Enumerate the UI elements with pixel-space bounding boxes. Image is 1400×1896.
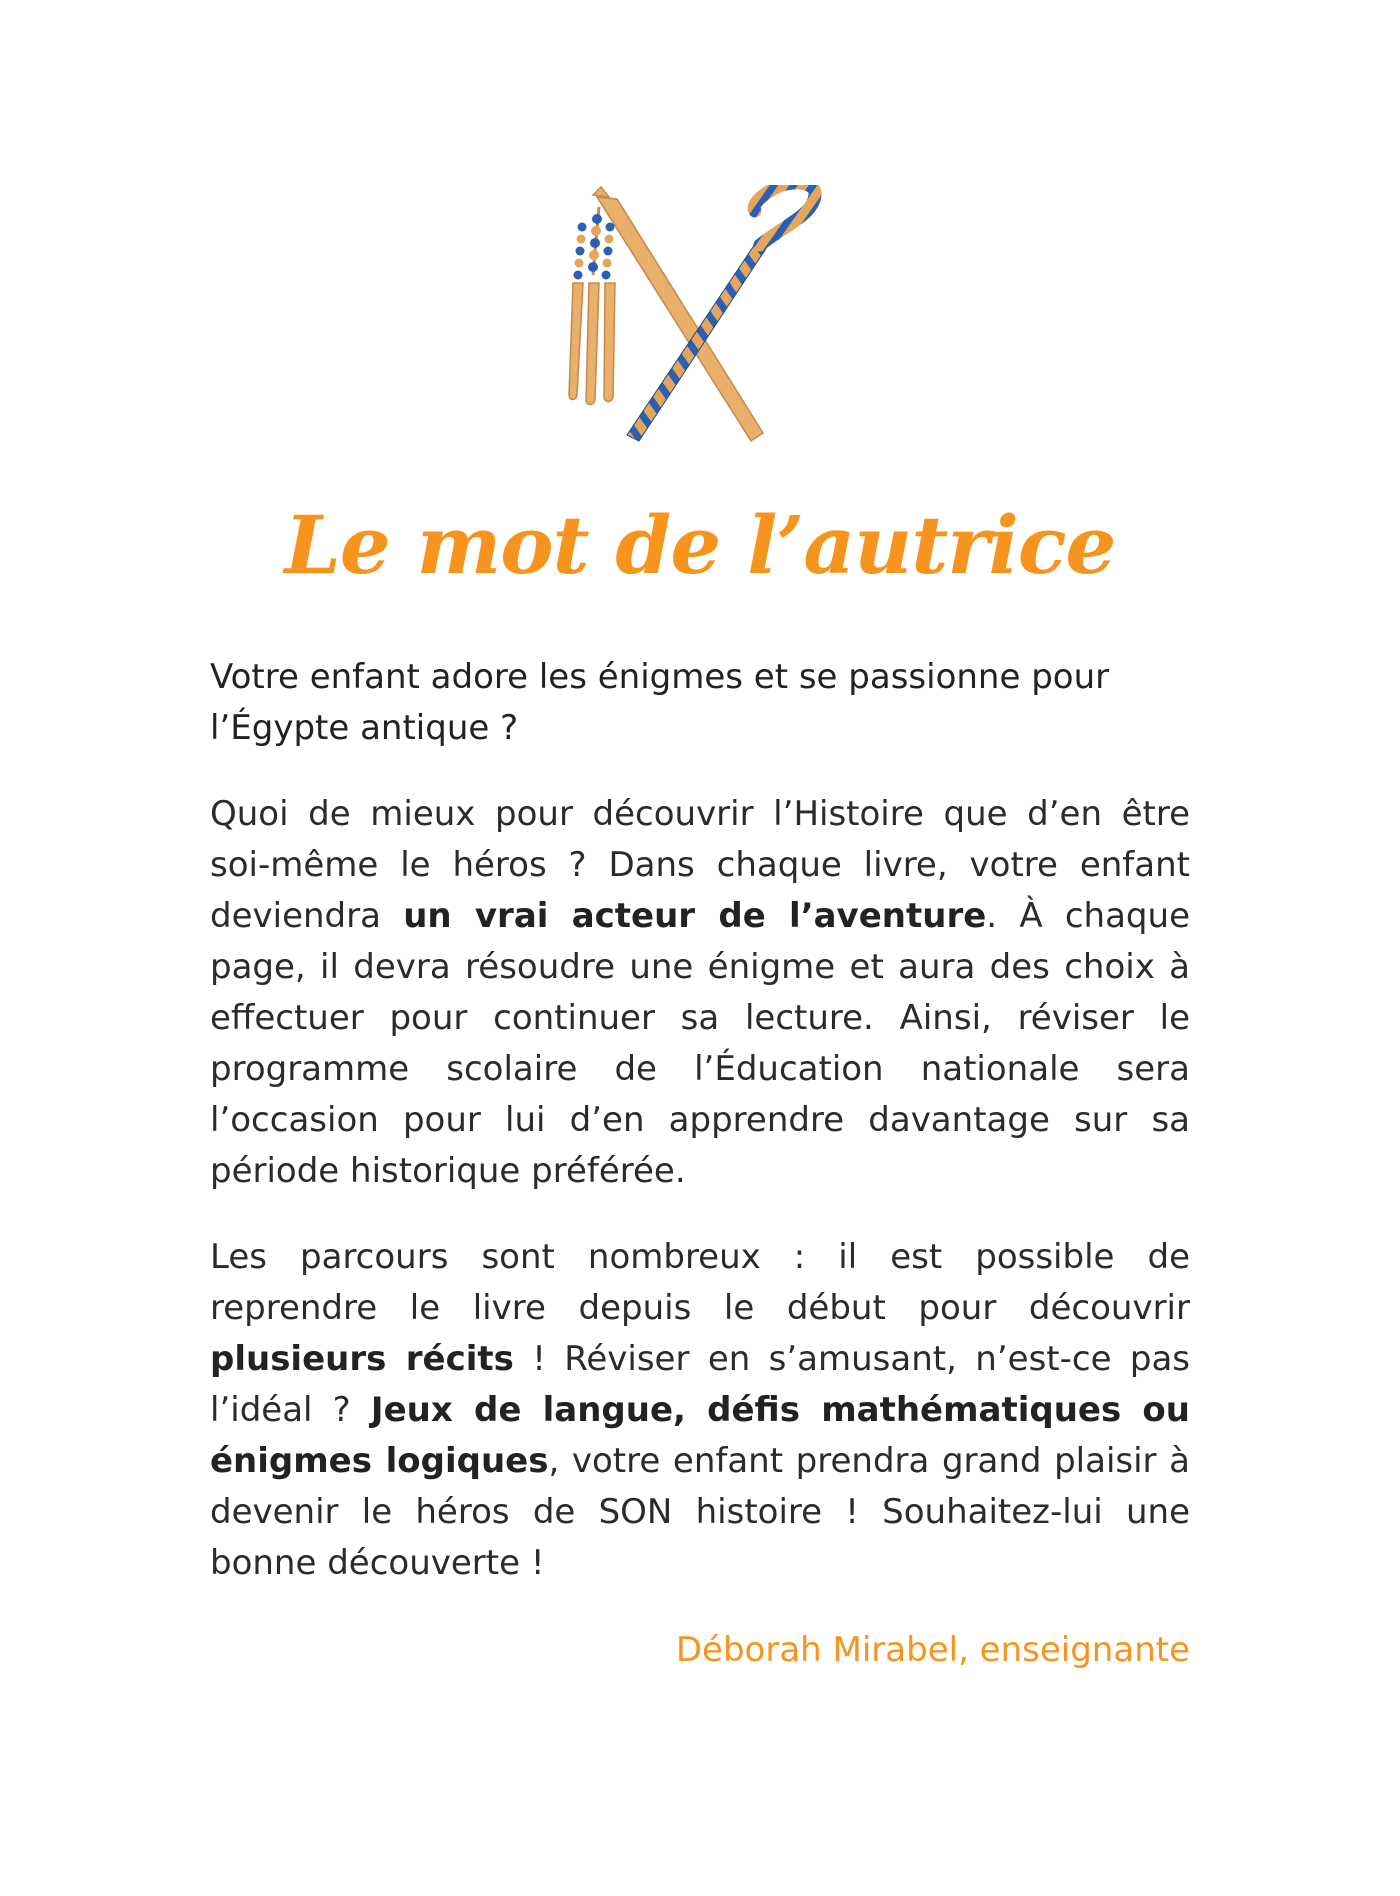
author-note <box>210 652 1190 1676</box>
paragraph-text: . À chaque page, il devra résoudre une énigme et aura des choix à effectuer pour continuer sa lecture. Ainsi, réviser le programme scolaire de l’Éducation nationale sera l’occasion pour lui d’en apprendre davantage sur sa période historique préférée. <box>210 896 1190 1191</box>
intro-paragraph: Votre enfant adore les énigmes et se passionne pour l’Égypte antique ? <box>210 657 1110 748</box>
body-paragraph <box>210 789 1190 1197</box>
crook-and-flail-icon <box>555 185 835 445</box>
emphasis-text: Jeux de langue, défis mathématiques ou énigmes logiques <box>210 1390 1190 1481</box>
paragraph-text: Quoi de mieux pour découvrir l’Histoire que d’en être soi-même le héros ? Dans chaque livre, votre enfant deviendra <box>210 794 1190 936</box>
paragraph-text: ! Réviser en s’amusant, n’est-ce pas l’idéal ? <box>210 1339 1190 1430</box>
body-paragraph <box>210 1232 1190 1589</box>
page-title: Le mot de l’autrice <box>284 498 1116 592</box>
paragraph-text: , votre enfant prendra grand plaisir à devenir le héros de SON histoire ! Souhaitez-lui une bonne découverte ! <box>210 1441 1190 1583</box>
signature: Déborah Mirabel, enseignante <box>675 1630 1190 1670</box>
emphasis-text: un vrai acteur de l’aventure <box>403 896 987 936</box>
paragraph-text: Les parcours sont nombreux : il est possible de reprendre le livre depuis le début pour découvrir <box>210 1237 1190 1328</box>
emphasis-text: plusieurs récits <box>210 1339 514 1379</box>
